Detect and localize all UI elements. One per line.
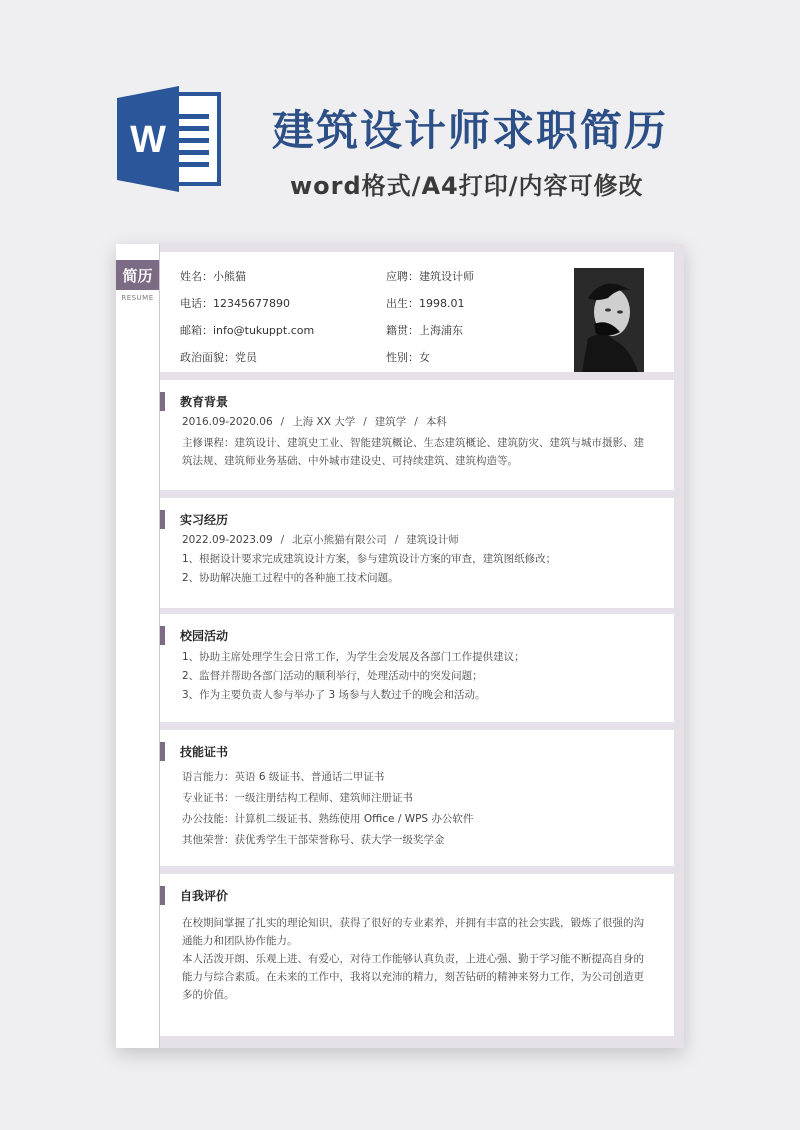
page-title: 建筑设计师求职简历 — [272, 106, 669, 155]
section-title: 实习经历 — [180, 513, 229, 527]
self-eval-paragraph: 本人活泼开朗、乐观上进、有爱心，对待工作能够认真负责，上进心强、勤于学习能不断提高自身的能力与综合素质。在未来的工作中，我将以充沛的精力，刻苦钻研的精神来努力工作，为公司创造更多的价值。 — [182, 953, 644, 1001]
list-item: 2、协助解决施工过程中的各种施工技术问题。 — [182, 572, 399, 584]
list-item: 1、协助主席处理学生会日常工作，为学生会发展及各部门工作提供建议； — [182, 651, 525, 663]
skills-section — [160, 730, 674, 866]
self-eval-paragraph: 在校期间掌握了扎实的理论知识，获得了很好的专业素养，并拥有丰富的社会实践，锻炼了很强的沟通能力和团队协作能力。 — [182, 917, 644, 947]
education-section — [160, 380, 674, 490]
resume-sidebar — [116, 244, 160, 1048]
internship-summary: 2022.09-2023.09 / 北京小熊猫有限公司 / 建筑设计师 — [182, 534, 459, 546]
gender-field: 性别：女 — [386, 351, 430, 364]
job-field: 应聘：建筑设计师 — [386, 270, 474, 283]
education-courses: 主修课程：建筑设计、建筑史工业、智能建筑概论、生态建筑概论、建筑防灾、建筑与城市摄影、建筑法规、建筑师业务基础、中外城市建设史、可持续建筑、建筑构造等。 — [182, 437, 644, 467]
page-subtitle: word格式/A4打印/内容可修改 — [290, 172, 644, 200]
list-item: 专业证书：一级注册结构工程师、建筑师注册证书 — [182, 792, 413, 804]
education-summary: 2016.09-2020.06 / 上海 XX 大学 / 建筑学 / 本科 — [182, 416, 447, 428]
profile-photo — [574, 268, 644, 372]
list-item: 1、根据设计要求完成建筑设计方案，参与建筑设计方案的审查，建筑图纸修改； — [182, 553, 557, 565]
word-document-icon — [117, 86, 225, 192]
section-title: 教育背景 — [180, 395, 229, 409]
section-marker — [160, 510, 165, 529]
section-title: 校园活动 — [180, 629, 229, 643]
section-title: 自我评价 — [180, 889, 229, 903]
section-marker — [160, 886, 165, 905]
section-title: 技能证书 — [180, 745, 229, 759]
section-marker — [160, 392, 165, 411]
list-item: 办公技能：计算机二级证书、熟练使用 Office / WPS 办公软件 — [182, 813, 474, 825]
resume-tag-sub: RESUME — [121, 294, 154, 302]
campus-section — [160, 614, 674, 722]
profile-card — [160, 252, 674, 372]
svg-text:W: W — [130, 119, 166, 161]
origin-field: 籍贯：上海浦东 — [386, 324, 463, 337]
politics-field: 政治面貌：党员 — [180, 351, 257, 364]
list-item: 语言能力：英语 6 级证书、普通话二甲证书 — [182, 771, 385, 783]
list-item: 2、监督并帮助各部门活动的顺利举行，处理活动中的突发问题； — [182, 670, 483, 682]
resume-tag: 简历 — [116, 260, 159, 290]
list-item: 其他荣誉：获优秀学生干部荣誉称号、获大学一级奖学金 — [182, 834, 445, 846]
email-field: 邮箱：info@tukuppt.com — [180, 324, 315, 337]
resume-paper — [116, 244, 684, 1048]
birth-field: 出生：1998.01 — [386, 297, 465, 310]
self-eval-section — [160, 874, 674, 1036]
section-marker — [160, 742, 165, 761]
internship-section — [160, 498, 674, 608]
list-item: 3、作为主要负责人参与举办了 3 场参与人数过千的晚会和活动。 — [182, 689, 486, 701]
name-field: 姓名：小熊猫 — [180, 270, 246, 283]
resume-content — [160, 244, 684, 1048]
phone-field: 电话：12345677890 — [180, 297, 290, 310]
section-marker — [160, 626, 165, 645]
